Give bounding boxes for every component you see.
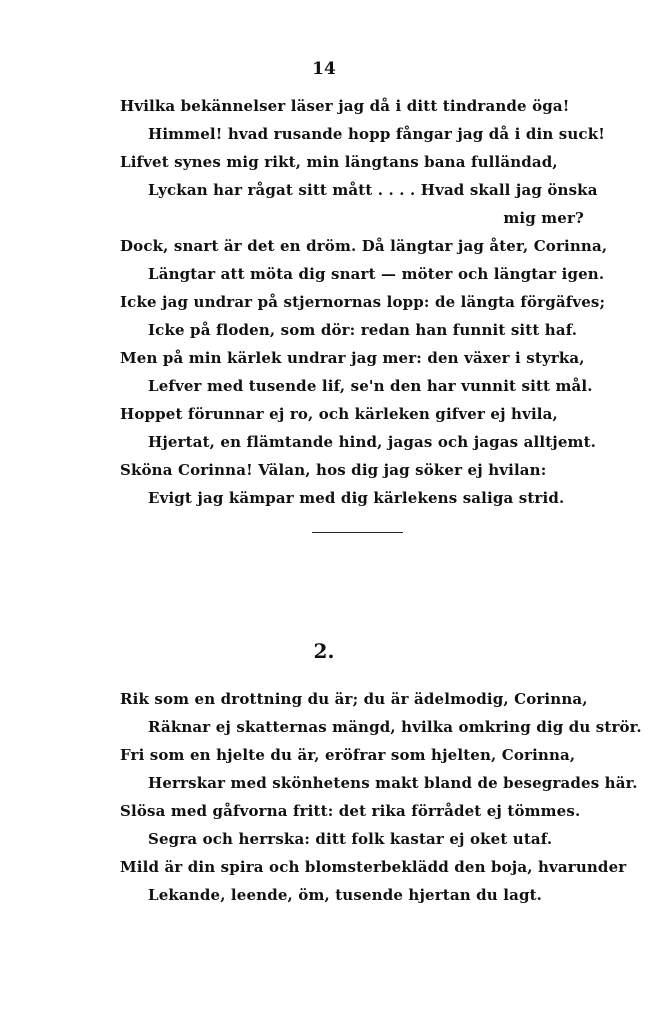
poem-1 [120, 92, 608, 512]
poem-line-continuation: mig mer? [503, 209, 584, 227]
poem-line: Sköna Corinna! Välan, hos dig jag söker ej hvilan: [120, 461, 547, 479]
poem-line: Icke jag undrar på stjernornas lopp: de längta förgäfves; [120, 293, 606, 311]
poem-line: Evigt jag kämpar med dig kärlekens saliga strid. [148, 489, 565, 507]
poem-line: Fri som en hjelte du är, eröfrar som hjelten, Corinna, [120, 746, 576, 764]
poem-line: Hjertat, en flämtande hind, jagas och jagas alltjemt. [148, 433, 597, 451]
poem-line: Men på min kärlek undrar jag mer: den växer i styrka, [120, 349, 585, 367]
poem-line: Dock, snart är det en dröm. Då längtar jag åter, Corinna, [120, 237, 608, 255]
poem-line: Lekande, leende, öm, tusende hjertan du lagt. [148, 886, 543, 904]
section-number: 2. [313, 639, 335, 663]
poem-line: Segra och herrska: ditt folk kastar ej oket utaf. [148, 830, 553, 848]
poem-line: Himmel! hvad rusande hopp fångar jag då i din suck! [148, 125, 605, 143]
poem-line: Hvilka bekännelser läser jag då i ditt tindrande öga! [120, 97, 570, 115]
poem-line: Icke på floden, som dör: redan han funnit sitt haf. [148, 321, 578, 339]
poem-line: Längtar att möta dig snart — möter och längtar igen. [148, 265, 605, 283]
poem-line: Räknar ej skatternas mängd, hvilka omkring dig du strör. [148, 718, 642, 736]
section-divider [312, 532, 403, 533]
poem-line: Rik som en drottning du är; du är ädelmodig, Corinna, [120, 690, 588, 708]
poem-line: Slösa med gåfvorna fritt: det rika förrådet ej tömmes. [120, 802, 581, 820]
poem-line: Herrskar med skönhetens makt bland de besegrades här. [148, 774, 638, 792]
poem-line: Hoppet förunnar ej ro, och kärleken gifver ej hvila, [120, 405, 558, 423]
page-number: 14 [312, 59, 336, 79]
poem-line: Lefver med tusende lif, se'n den har vunnit sitt mål. [148, 377, 593, 395]
poem-2 [120, 685, 642, 909]
poem-line: Lyckan har rågat sitt mått . . . . Hvad skall jag önska [148, 181, 598, 199]
poem-line: Lifvet synes mig rikt, min längtans bana fulländad, [120, 153, 558, 171]
poem-line: Mild är din spira och blomsterbeklädd den boja, hvarunder [120, 858, 627, 876]
